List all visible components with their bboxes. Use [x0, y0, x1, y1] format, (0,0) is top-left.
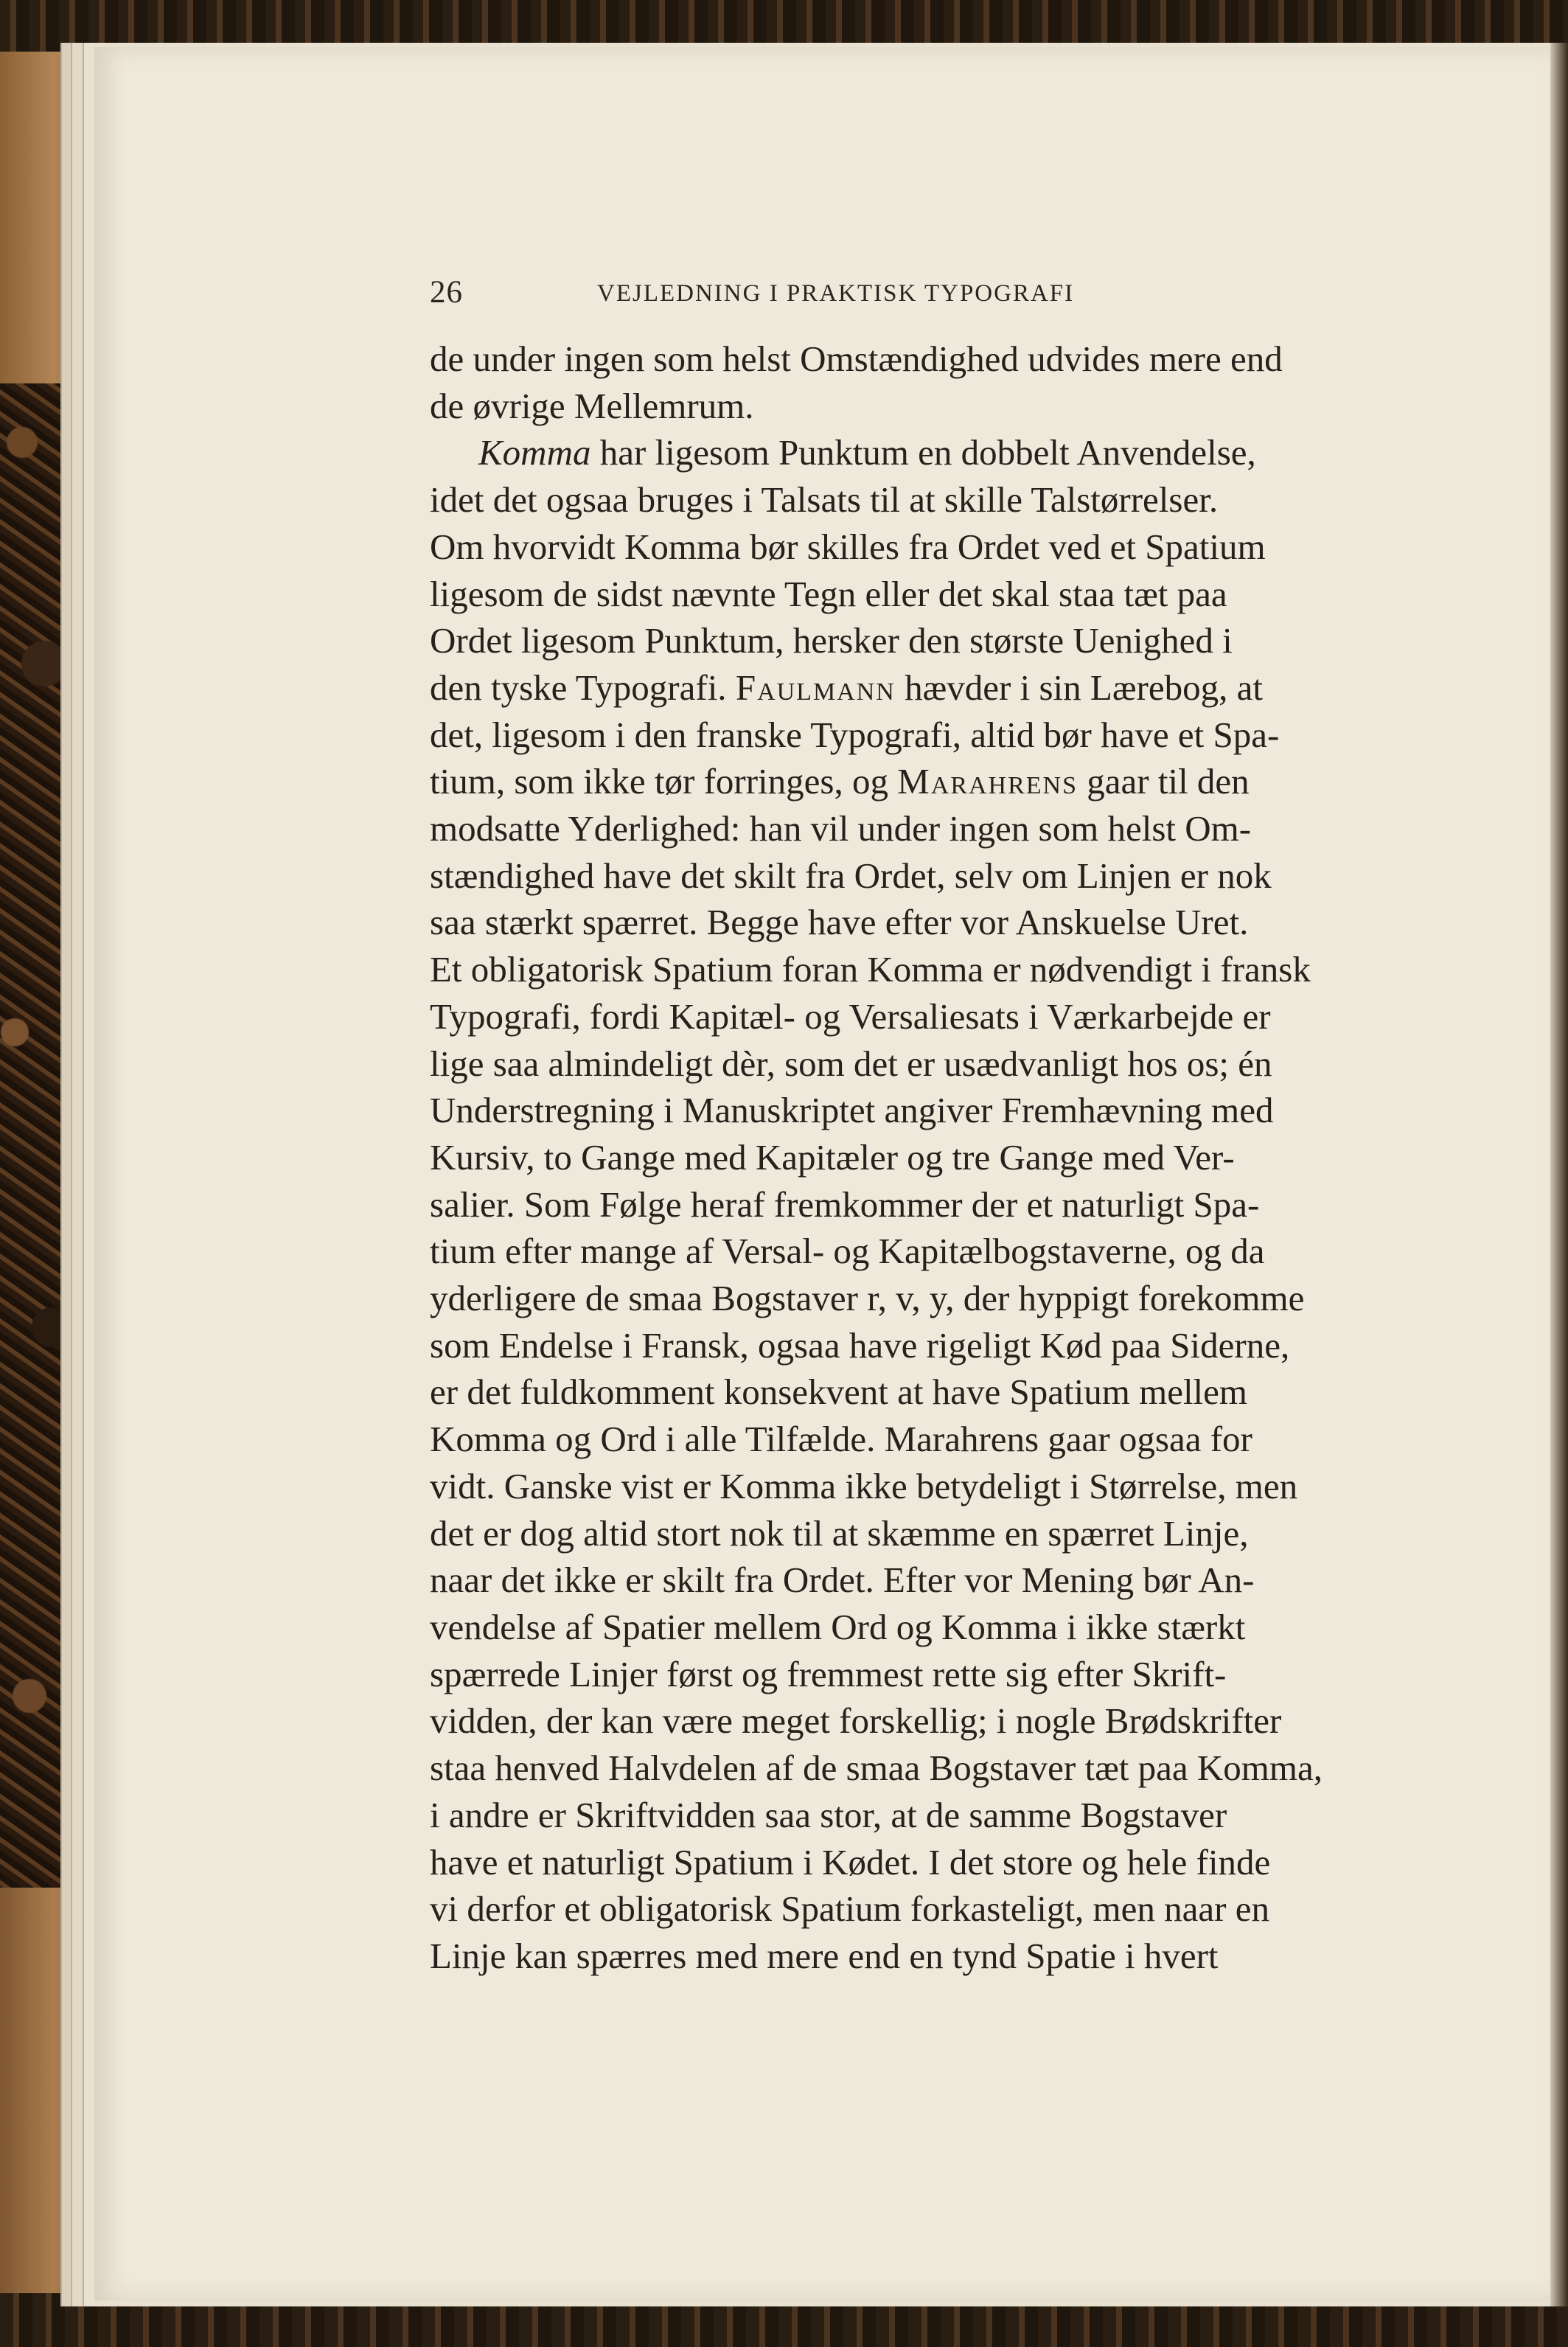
text-line: staa henved Halvdelen af de smaa Bogstaver tæt paa Komma,	[430, 1748, 1323, 1789]
text-line: spærrede Linjer først og fremmest rette sig efter Skrift-	[430, 1653, 1227, 1694]
text-line: tium efter mange af Versal- og Kapitælbogstaverne, og da	[430, 1231, 1265, 1272]
text-line: idet det ogsaa bruges i Talsats til at skille Talstørrelser.	[430, 479, 1219, 521]
text-run: den tyske Typografi.	[430, 667, 736, 708]
text-line	[430, 429, 1410, 476]
text-line: have et naturligt Spatium i Kødet. I det store og hele finde	[430, 1841, 1271, 1882]
text-line: Ordet ligesom Punktum, hersker den største Uenighed i	[430, 620, 1233, 661]
right-page-edge	[1550, 43, 1568, 2306]
text-line: naar det ikke er skilt fra Ordet. Efter vor Mening bør An-	[430, 1560, 1255, 1601]
text-line: Kursiv, to Gange med Kapitæler og tre Gange med Ver-	[430, 1136, 1235, 1178]
body-text	[430, 335, 1410, 1980]
running-head: VEJLEDNING I PRAKTISK TYPOGRAFI	[597, 280, 1075, 307]
text-line: i andre er Skriftvidden saa stor, at de samme Bogstaver	[430, 1794, 1227, 1835]
text-line: vidt. Ganske vist er Komma ikke betydeligt i Størrelse, men	[430, 1465, 1298, 1506]
text-line: Om hvorvidt Komma bør skilles fra Ordet ved et Spatium	[430, 526, 1266, 567]
text-line	[430, 664, 1410, 712]
page-number: 26	[430, 275, 463, 310]
text-line: det er dog altid stort nok til at skæmme en spærret Linje,	[430, 1512, 1249, 1554]
text-line: salier. Som Følge heraf fremkommer der et naturligt Spa-	[430, 1183, 1260, 1225]
text-line: vidden, der kan være meget forskellig; i nogle Brødskrifter	[430, 1700, 1282, 1742]
text-run: hævder i sin Lærebog, at	[895, 667, 1263, 708]
text-line: Et obligatorisk Spatium foran Komma er nødvendigt i fransk	[430, 949, 1311, 990]
italic-term: Komma	[478, 432, 591, 473]
text-line: ligesom de sidst nævnte Tegn eller det skal staa tæt paa	[430, 573, 1227, 614]
text-run: tium, som ikke tør forringes, og	[430, 761, 898, 802]
text-line: vendelse af Spatier mellem Ord og Komma i ikke stærkt	[430, 1606, 1246, 1647]
text-line: det, ligesom i den franske Typografi, altid bør have et Spa-	[430, 714, 1280, 755]
text-line: modsatte Yderlighed: han vil under ingen som helst Om-	[430, 808, 1252, 849]
page-header	[430, 274, 1388, 319]
small-caps-name: Marahrens	[897, 761, 1079, 802]
text-line: er det fuldkomment konsekvent at have Spatium mellem	[430, 1371, 1248, 1413]
text-line: stændighed have det skilt fra Ordet, selv om Linjen er nok	[430, 855, 1272, 896]
text-line: som Endelse i Fransk, ogsaa have rigeligt Kød paa Siderne,	[430, 1324, 1290, 1366]
text-line	[430, 758, 1410, 805]
text-line: Typografi, fordi Kapitæl- og Versaliesats i Værkarbejde er	[430, 995, 1271, 1037]
small-caps-name: Faulmann	[735, 667, 896, 708]
text-line: yderligere de smaa Bogstaver r, v, y, der hyppigt forekomme	[430, 1278, 1305, 1319]
text-line: vi derfor et obligatorisk Spatium forkasteligt, men naar en	[430, 1888, 1269, 1930]
text-line: de under ingen som helst Omstændighed udvides mere end	[430, 338, 1283, 379]
text-line: Komma og Ord i alle Tilfælde. Marahrens gaar ogsaa for	[430, 1419, 1252, 1460]
text-line: Understregning i Manuskriptet angiver Fremhævning med	[430, 1090, 1274, 1131]
text-line: de øvrige Mellemrum.	[430, 385, 754, 426]
text-line: lige saa almindeligt dèr, som det er usædvanligt hos os; én	[430, 1043, 1272, 1084]
text-run: gaar til den	[1078, 761, 1250, 802]
text-run: har ligesom Punktum en dobbelt Anvendelse,	[590, 432, 1256, 473]
text-line: Linje kan spærres med mere end en tynd Spatie i hvert	[430, 1935, 1219, 1976]
text-line: saa stærkt spærret. Begge have efter vor Anskuelse Uret.	[430, 902, 1249, 943]
